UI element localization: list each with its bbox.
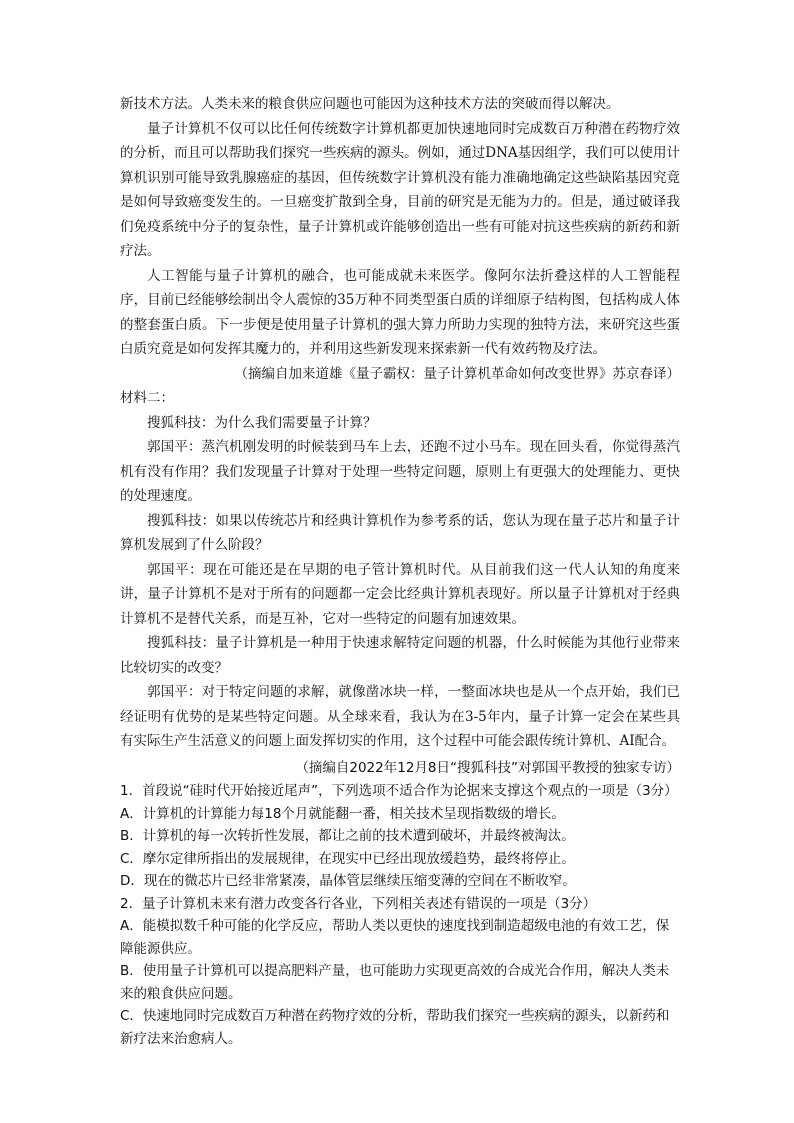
paragraph: 量子计算机不仅可以比任何传统数字计算机都更加快速地同时完成数百万种潜在药物疗效的分析，而且可以帮助我们探究一些疾病的源头。例如，通过DNA基因组学，我们可以使用计算机识别可能导致乳腺癌症的基因，但传统数字计算机没有能力准确地确定这些缺陷基因究竟是如何导致癌变发生的。一旦癌变扩散到全身，目前的研究是无能为力的。但是，通过破译我们免疫系统中分子的复杂性，量子计算机或许能够创造出一些有可能对抗这些疾病的新药和新疗法。 bbox=[120, 120, 680, 259]
option-c: C．快速地同时完成数百万种潜在药物疗效的分析，帮助我们探究一些疾病的源头，以新药和新疗法来治愈病人。 bbox=[120, 1008, 670, 1047]
interview-line: 搜狐科技：量子计算机是一种用于快速求解特定问题的机器，什么时候能为其他行业带来比较切实的改变？ bbox=[120, 635, 680, 676]
interview-line: 郭国平：对于特定问题的求解，就像凿冰块一样，一整面冰块也是从一个点开始，我们已经证明有优势的是某些特定问题。从全球来看，我认为在3-5年内，量子计算一定会在某些具有实际生产生活意义的问题上面发挥切实的作用，这个过程中可能会跟传统计算机、AI配合。 bbox=[120, 684, 680, 749]
option-b: B．使用量子计算机可以提高肥料产量，也可能助力实现更高效的合成光合作用，解决人类未来的粮食供应问题。 bbox=[120, 963, 670, 1002]
paragraph: 新技术方法。人类未来的粮食供应问题也可能因为这种技术方法的突破而得以解决。 bbox=[120, 96, 620, 112]
question-stem: 1．首段说“硅时代开始接近尾声”，下列选项不适合作为论据来支撑这个观点的一项是（3分） bbox=[120, 783, 678, 799]
paragraph: 人工智能与量子计算机的融合，也可能成就未来医学。像阿尔法折叠这样的人工智能程序，目前已经能够绘制出令人震惊的35万种不同类型蛋白质的详细原子结构图，包括构成人体的整套蛋白质。下一步便是使用量子计算机的强大算力所助力实现的独特方法，来研究这些蛋白质究竟是如何发挥其魔力的，并利用这些新发现来探索新一代有效药物及疗法。 bbox=[120, 267, 680, 357]
source-citation: （摘编自加来道雄《量子霸权：量子计算机革命如何改变世界》苏京春译） bbox=[234, 365, 680, 382]
option-d: D．现在的微芯片已经非常紧凑，晶体管层继续压缩变薄的空间在不断收窄。 bbox=[120, 873, 576, 889]
document-page bbox=[120, 92, 680, 1050]
option-a: A．能模拟数千种可能的化学反应，帮助人类以更快的速度找到制造超级电池的有效工艺，保障能源供应。 bbox=[120, 918, 670, 957]
question-stem: 2．量子计算机未来有潜力改变各行各业，下列相关表述有错误的一项是（3分） bbox=[120, 895, 597, 912]
material-label: 材料二： bbox=[120, 390, 174, 406]
questions bbox=[120, 780, 680, 1050]
interview-line: 搜狐科技：为什么我们需要量子计算？ bbox=[147, 414, 377, 431]
option-c: C．摩尔定律所指出的发展规律，在现实中已经出现放缓趋势，最终将停止。 bbox=[120, 850, 575, 867]
interview-line: 郭国平：蒸汽机刚发明的时候装到马车上去，还跑不过小马车。现在回头看，你觉得蒸汽机有没有作用？我们发现量子计算对于处理一些特定问题，原则上有更强大的处理能力、更快的处理速度。 bbox=[120, 439, 680, 504]
source-citation: （摘编自2022年12月8日“搜狐科技”对郭国平教授的独家专访） bbox=[295, 759, 680, 776]
interview-line: 郭国平：现在可能还是在早期的电子管计算机时代。从目前我们这一代人认知的角度来讲，量子计算机不是对于所有的问题都一定会比经典计算机表现好。所以量子计算机对于经典计算机不是替代关系，而是互补，它对一些特定的问题有加速效果。 bbox=[120, 561, 680, 627]
option-b: B．计算机的每一次转折性发展，都让之前的技术遭到破坏，并最终被淘汰。 bbox=[120, 828, 575, 844]
interview-line: 搜狐科技：如果以传统芯片和经典计算机作为参考系的话，您认为现在量子芯片和量子计算机发展到了什么阶段？ bbox=[120, 512, 680, 553]
option-a: A．计算机的计算能力每18个月就能翻一番，相关技术呈现指数级的增长。 bbox=[120, 805, 565, 822]
